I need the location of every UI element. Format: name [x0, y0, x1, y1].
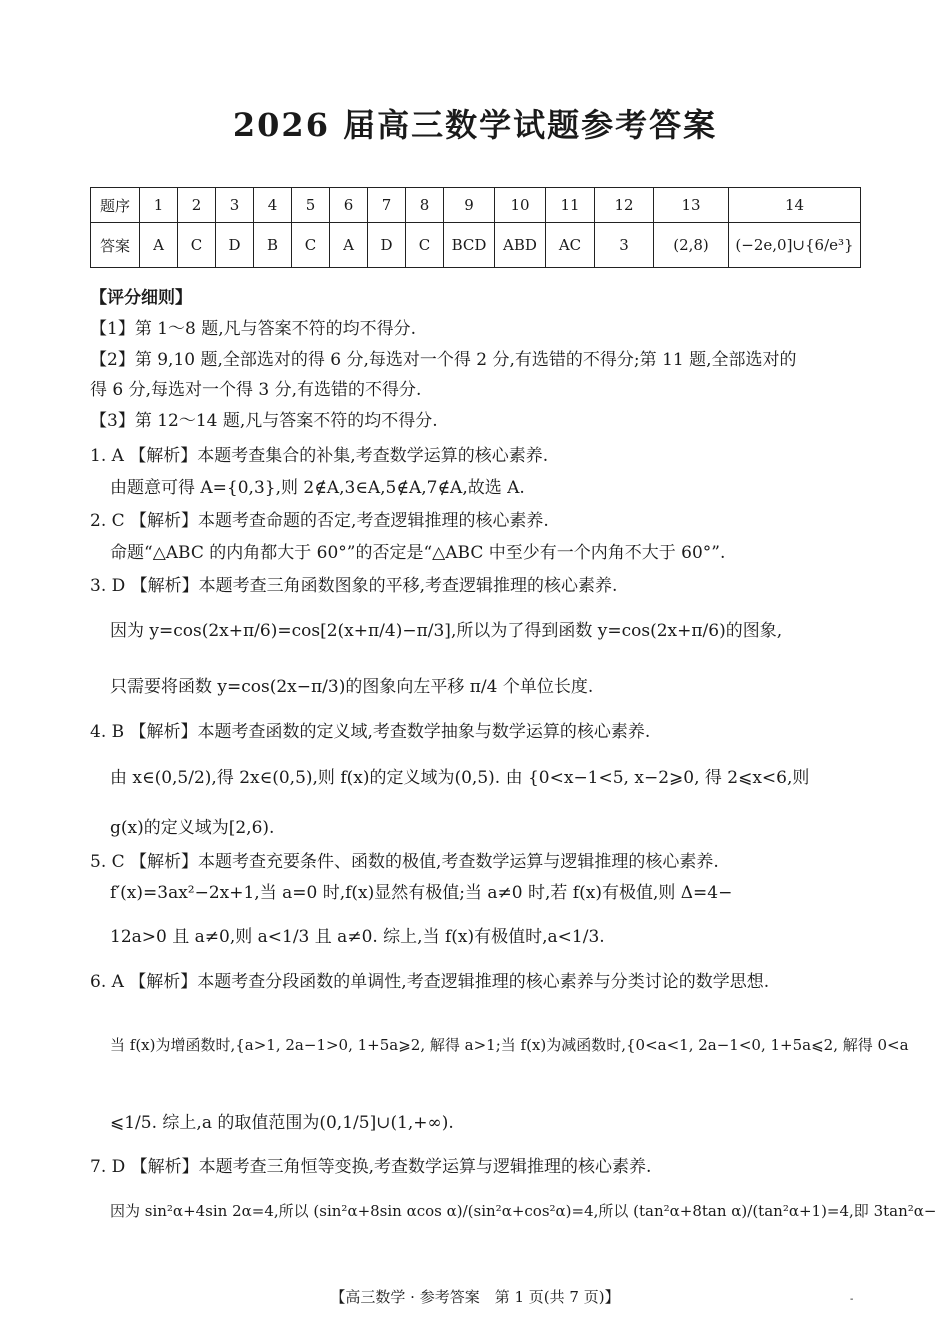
number-cell: 7 [368, 188, 406, 223]
number-cell: 4 [254, 188, 292, 223]
answer-cell: D [368, 223, 406, 268]
q3-head: 3. D 【解析】本题考查三角函数图象的平移,考查逻辑推理的核心素养. [90, 576, 618, 596]
number-cell: 11 [546, 188, 595, 223]
q4-body-2: g(x)的定义域为[2,6). [110, 818, 275, 838]
q6-head: 6. A 【解析】本题考查分段函数的单调性,考查逻辑推理的核心素养与分类讨论的数学思想. [90, 972, 770, 992]
number-cell: 3 [216, 188, 254, 223]
answer-cell: B [254, 223, 292, 268]
number-cell: 14 [729, 188, 861, 223]
number-cell: 2 [178, 188, 216, 223]
header-label-cell: 题序 [91, 188, 140, 223]
answer-cell: (−2e,0]∪{6/e³} [729, 223, 861, 268]
rule-3: 【3】第 12～14 题,凡与答案不符的均不得分. [90, 411, 438, 431]
q5-body-2: 12a>0 且 a≠0,则 a<1/3 且 a≠0. 综上,当 f(x)有极值时,a<1/3. [110, 927, 605, 947]
answer-cell: (2,8) [654, 223, 729, 268]
q2-head: 2. C 【解析】本题考查命题的否定,考查逻辑推理的核心素养. [90, 511, 549, 531]
answer-cell: C [406, 223, 444, 268]
q7-head: 7. D 【解析】本题考查三角恒等变换,考查数学运算与逻辑推理的核心素养. [90, 1157, 652, 1177]
number-cell: 13 [654, 188, 729, 223]
q5-head: 5. C 【解析】本题考查充要条件、函数的极值,考查数学运算与逻辑推理的核心素养. [90, 852, 719, 872]
q5-body-1: f′(x)=3ax²−2x+1,当 a=0 时,f(x)显然有极值;当 a≠0 时,若 f(x)有极值,则 Δ=4− [110, 883, 733, 903]
page-title: 2026 届高三数学试题参考答案 [232, 106, 718, 144]
rule-2a: 【2】第 9,10 题,全部选对的得 6 分,每选对一个得 2 分,有选错的不得分;第 11 题,全部选对的 [90, 350, 797, 370]
answer-cell: 3 [595, 223, 654, 268]
q6-body-1: 当 f(x)为增函数时,{a>1, 2a−1>0, 1+5a⩾2, 解得 a>1;当 f(x)为减函数时,{0<a<1, 2a−1<0, 1+5a⩽2, 解得 0<a [110, 1036, 909, 1054]
number-cell: 1 [140, 188, 178, 223]
q1-head: 1. A 【解析】本题考查集合的补集,考查数学运算的核心素养. [90, 446, 549, 466]
table-row [91, 223, 861, 268]
table-row [91, 188, 861, 223]
number-cell: 12 [595, 188, 654, 223]
corner-mark: - [850, 1294, 854, 1305]
rules-heading: 【评分细则】 [90, 288, 192, 308]
q6-body-2: ⩽1/5. 综上,a 的取值范围为(0,1/5]∪(1,+∞). [110, 1113, 454, 1133]
answer-table [90, 187, 861, 268]
rule-1: 【1】第 1～8 题,凡与答案不符的均不得分. [90, 319, 417, 339]
q1-body: 由题意可得 A={0,3},则 2∉A,3∈A,5∉A,7∉A,故选 A. [110, 478, 525, 498]
answer-cell: A [330, 223, 368, 268]
q4-head: 4. B 【解析】本题考查函数的定义域,考查数学抽象与数学运算的核心素养. [90, 722, 651, 742]
answer-cell: AC [546, 223, 595, 268]
page-footer: 【高三数学 · 参考答案 第 1 页(共 7 页)】 [330, 1288, 620, 1306]
number-cell: 6 [330, 188, 368, 223]
q4-body-1: 由 x∈(0,5/2),得 2x∈(0,5),则 f(x)的定义域为(0,5). 由 {0<x−1<5, x−2⩾0, 得 2⩽x<6,则 [110, 768, 810, 788]
q3-body-2: 只需要将函数 y=cos(2x−π/3)的图象向左平移 π/4 个单位长度. [110, 677, 594, 697]
answer-label-cell: 答案 [91, 223, 140, 268]
answer-cell: BCD [444, 223, 495, 268]
number-cell: 9 [444, 188, 495, 223]
q7-body-1: 因为 sin²α+4sin 2α=4,所以 (sin²α+8sin αcos α)/(sin²α+cos²α)=4,所以 (tan²α+8tan α)/(tan²α+1)=4,即 3tan²α− [110, 1202, 937, 1220]
answer-cell: D [216, 223, 254, 268]
q2-body: 命题“△ABC 的内角都大于 60°”的否定是“△ABC 中至少有一个内角不大于 60°”. [110, 543, 726, 563]
answer-cell: C [178, 223, 216, 268]
answer-cell: A [140, 223, 178, 268]
number-cell: 10 [495, 188, 546, 223]
rule-2b: 得 6 分,每选对一个得 3 分,有选错的不得分. [90, 380, 422, 400]
q3-body-1: 因为 y=cos(2x+π/6)=cos[2(x+π/4)−π/3],所以为了得到函数 y=cos(2x+π/6)的图象, [110, 621, 783, 641]
number-cell: 8 [406, 188, 444, 223]
answer-cell: C [292, 223, 330, 268]
answer-cell: ABD [495, 223, 546, 268]
number-cell: 5 [292, 188, 330, 223]
